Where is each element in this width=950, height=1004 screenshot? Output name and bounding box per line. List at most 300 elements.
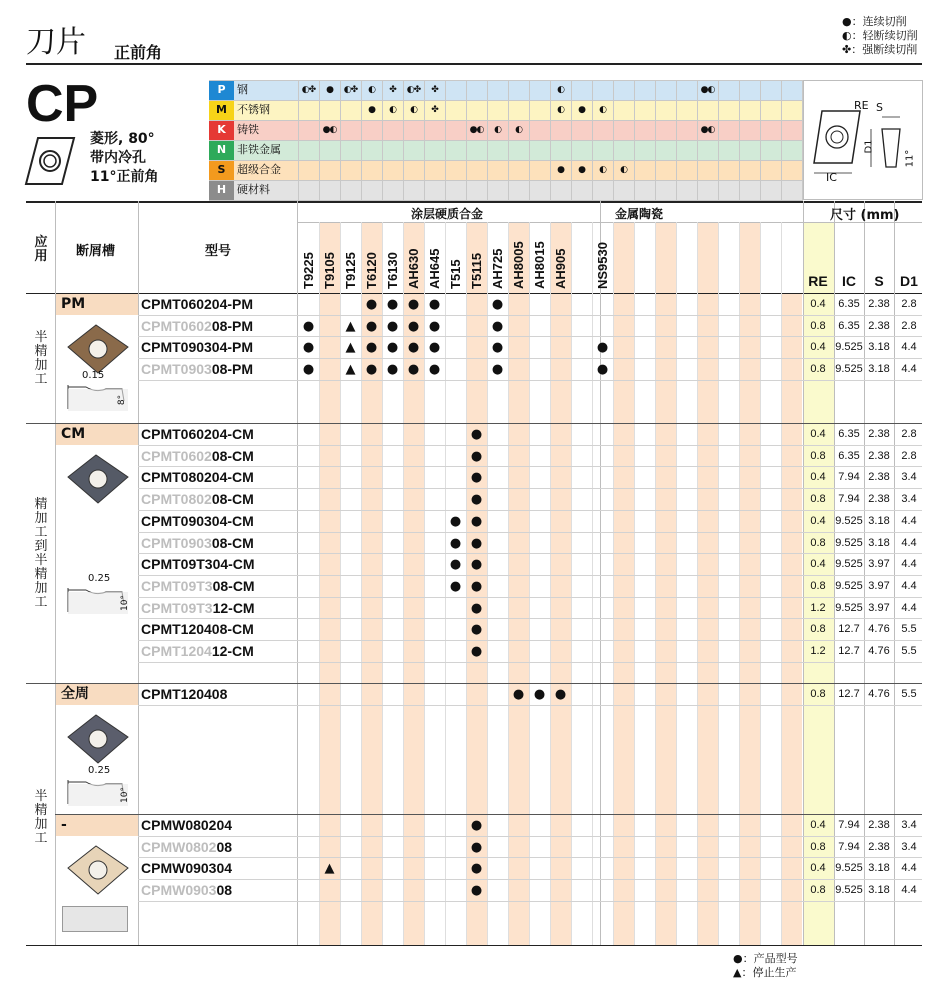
dim-d1: 3.4 [901, 840, 917, 853]
dim-d1: 4.4 [901, 862, 917, 875]
model-suffix: CPMT090304-PM [141, 339, 254, 356]
availability-mark: ● [470, 427, 483, 442]
dim-s: 4.76 [868, 688, 890, 700]
grid-line [209, 120, 803, 121]
model-suffix: 08-CM [211, 491, 254, 508]
dim-s: 2.38 [868, 319, 890, 332]
dim-d1: 4.4 [901, 536, 917, 549]
dimension-diagram [803, 80, 923, 200]
model-prefix: CPMT1204 [141, 643, 212, 659]
grade-header: AH905 [553, 248, 568, 289]
material-mark: ✤ [431, 105, 438, 115]
dim-d1: 2.8 [901, 449, 917, 462]
grade-header: T5115 [469, 252, 484, 289]
model-number [141, 641, 254, 662]
material-mark: ✤ [431, 85, 438, 95]
model-number [141, 294, 253, 315]
model-number [141, 316, 253, 337]
dim-s: 3.97 [868, 579, 890, 592]
grade-header: AH8005 [511, 241, 526, 289]
grade-header: T9225 [301, 252, 316, 289]
dim-ic: 9.525 [835, 862, 863, 875]
material-mark: ◐ [515, 125, 522, 135]
material-name: 铸铁 [237, 123, 259, 136]
dim-re: 0.4 [810, 341, 826, 354]
material-code: S [209, 160, 234, 180]
page-title: 刀片 [26, 25, 86, 60]
insert-code: CP [26, 75, 99, 133]
availability-mark: ▲ [345, 362, 356, 378]
application-label: 精加工到半精加工 [34, 497, 48, 610]
material-name: 非铁金属 [237, 143, 281, 156]
availability-mark: ● [470, 470, 483, 486]
material-mark: ● [578, 105, 585, 115]
grid-line [209, 180, 803, 181]
row-rule [138, 901, 922, 902]
top-legend [842, 15, 918, 57]
material-mark: ◐ [599, 165, 606, 175]
insert-desc-shape: 菱形, 80° [90, 131, 155, 147]
model-number [141, 858, 232, 879]
availability-mark: ● [365, 318, 378, 334]
availability-mark: ● [407, 297, 420, 312]
material-code: N [209, 140, 234, 160]
edge-angle-label: 8° [117, 394, 128, 406]
material-mark: ◐ [557, 105, 564, 115]
dim-re: 0.8 [810, 688, 826, 700]
dim-s: 3.18 [868, 514, 890, 527]
dim-s: 2.38 [868, 449, 890, 462]
grade-header: AH645 [427, 248, 442, 289]
model-suffix: 08-CM [212, 577, 255, 594]
material-mark: ●◐ [700, 125, 715, 135]
dim-label-s: S [876, 101, 883, 114]
availability-mark: ● [491, 297, 504, 312]
model-prefix: CPMT0602 [141, 317, 212, 334]
dim-s: 3.18 [868, 536, 890, 549]
model-number [141, 598, 255, 619]
header-application: 应用 [34, 235, 48, 264]
grid-line [209, 80, 803, 81]
dim-d1: 5.5 [901, 688, 917, 700]
dim-s: 2.38 [868, 428, 890, 440]
column-separator [138, 201, 139, 945]
model-number [141, 684, 227, 705]
column-separator [297, 201, 298, 945]
dim-ic: 9.525 [835, 579, 863, 592]
dim-s: 4.76 [868, 623, 890, 636]
header-coated: 涂层硬质合金 [411, 207, 484, 221]
chipbreaker-label: CM [56, 424, 138, 445]
dim-ic: 7.94 [838, 471, 860, 484]
model-suffix: 12-CM [211, 643, 254, 659]
chipbreaker-label: 全周 [56, 684, 138, 705]
model-suffix: 08-PM [211, 361, 254, 378]
row-rule [138, 380, 922, 381]
dim-s: 2.38 [868, 471, 890, 484]
dim-re: 0.4 [810, 298, 826, 310]
dim-re: 0.8 [810, 449, 826, 462]
sub-header-rule [298, 222, 922, 223]
model-suffix: CPMT060204-CM [141, 426, 254, 442]
availability-mark: ● [491, 318, 504, 334]
availability-mark: ● [470, 600, 483, 616]
dim-re: 0.4 [810, 471, 826, 484]
dim-s: 2.38 [868, 819, 890, 831]
availability-mark: ● [596, 362, 609, 378]
model-suffix: CPMW090304 [141, 860, 233, 877]
availability-mark: ● [449, 513, 462, 529]
edge-angle-label: 10° [119, 787, 130, 803]
dim-d1: 5.5 [901, 645, 917, 657]
model-prefix: CPMW0903 [141, 882, 217, 899]
material-name: 超级合金 [237, 163, 281, 176]
material-code: K [209, 120, 234, 140]
edge-angle-label: 10° [119, 595, 130, 611]
dim-s: 3.18 [868, 884, 890, 897]
model-suffix: 12-CM [212, 599, 255, 616]
table-top-rule [26, 201, 922, 203]
model-suffix: CPMW080204 [141, 817, 233, 833]
column-separator [600, 201, 601, 945]
model-number [141, 424, 254, 445]
model-suffix: 08 [216, 882, 233, 899]
availability-mark: ● [428, 340, 441, 356]
page-subtitle: 正前角 [114, 43, 163, 62]
legend-heavy-interrupted: ✤：强断续切削 [842, 43, 918, 56]
material-mark: ●◐ [322, 125, 337, 135]
grid-line [209, 100, 803, 101]
legend-continuous: ●：连续切削 [842, 15, 907, 28]
material-mark: ◐✤ [343, 85, 358, 95]
model-suffix: 08 [216, 838, 233, 855]
availability-mark: ● [449, 557, 462, 573]
dim-s: 3.18 [868, 862, 890, 875]
material-code: H [209, 180, 234, 200]
dim-re: 0.8 [810, 319, 826, 332]
column-band [739, 222, 760, 293]
grade-header: T515 [448, 259, 463, 289]
availability-mark: ● [449, 578, 462, 594]
dim-re: 0.8 [810, 623, 826, 636]
availability-mark: ▲ [345, 318, 356, 334]
model-number [141, 467, 254, 488]
availability-mark: ● [365, 297, 378, 312]
dim-ic: 6.35 [838, 428, 860, 440]
dim-ic: 9.525 [835, 514, 863, 527]
availability-mark: ● [470, 839, 483, 855]
availability-mark: ● [386, 297, 399, 312]
material-mark: ◐ [599, 105, 606, 115]
availability-mark: ● [554, 687, 567, 702]
application-label: 半精加工 [34, 789, 48, 846]
dim-ic: 7.94 [838, 819, 860, 831]
dim-d1: 4.4 [901, 579, 917, 592]
edge-depth-label: 0.25 [88, 765, 111, 776]
material-mark: ●◐ [469, 125, 484, 135]
header-rule [26, 63, 922, 65]
material-mark: ◐ [557, 85, 564, 95]
dim-re: 0.8 [810, 884, 826, 897]
footer-legend [733, 952, 798, 980]
availability-mark: ▲ [324, 861, 335, 877]
dim-header-d1: D1 [900, 273, 918, 289]
material-mark: ● [557, 165, 564, 175]
dim-ic: 12.7 [838, 688, 860, 700]
grade-header: T6130 [385, 252, 400, 289]
availability-mark: ● [470, 557, 483, 573]
availability-mark: ● [512, 687, 525, 702]
grade-header: AH8015 [532, 241, 547, 289]
dim-ic: 9.525 [835, 558, 863, 571]
dim-s: 2.38 [868, 493, 890, 506]
column-band [697, 222, 718, 293]
model-suffix: 08-CM [211, 447, 254, 464]
dim-d1: 4.4 [901, 884, 917, 897]
material-mark: ◐✤ [301, 85, 316, 95]
grade-header: T6120 [364, 252, 379, 289]
dim-ic: 7.94 [838, 493, 860, 506]
dim-ic: 9.525 [835, 536, 863, 549]
availability-mark: ● [470, 535, 483, 551]
insert-image [62, 711, 132, 771]
availability-mark: ● [365, 362, 378, 378]
model-suffix: CPMT090304-CM [141, 512, 254, 529]
dim-s: 3.18 [868, 363, 890, 376]
dim-d1: 3.4 [901, 493, 917, 506]
material-mark: ◐ [368, 85, 375, 95]
model-number [141, 880, 232, 901]
dim-label-d1: D1 [863, 139, 875, 154]
model-number [141, 554, 255, 575]
column-band [655, 222, 676, 293]
edge-depth-label: 0.15 [82, 370, 105, 381]
material-mark: ● [368, 105, 375, 115]
availability-mark: ● [470, 644, 483, 659]
dim-re: 0.8 [810, 579, 826, 592]
dim-re: 0.4 [810, 514, 826, 527]
dim-re: 1.2 [810, 601, 826, 614]
model-number [141, 533, 254, 554]
model-prefix: CPMT0802 [141, 491, 212, 508]
header-model: 型号 [205, 244, 232, 259]
dim-header-re: RE [808, 273, 828, 289]
dim-s: 3.18 [868, 341, 890, 354]
availability-mark: ● [407, 340, 420, 356]
dim-ic: 9.525 [835, 601, 863, 614]
material-code: M [209, 100, 234, 120]
dim-d1: 3.4 [901, 819, 917, 831]
availability-mark: ● [596, 340, 609, 356]
dim-d1: 2.8 [901, 319, 917, 332]
dim-s: 3.97 [868, 558, 890, 571]
insert-image [62, 842, 132, 902]
dim-d1: 4.4 [901, 558, 917, 571]
chipbreaker-label: PM [56, 294, 138, 315]
column-band [613, 222, 634, 293]
availability-mark: ● [386, 362, 399, 378]
availability-mark: ● [533, 687, 546, 702]
dim-ic: 12.7 [838, 645, 860, 657]
material-mark: ● [326, 85, 333, 95]
dim-label-angle: 11° [904, 149, 916, 168]
dim-re: 0.4 [810, 428, 826, 440]
dim-re: 0.8 [810, 536, 826, 549]
model-number [141, 359, 253, 380]
availability-mark: ● [407, 362, 420, 378]
dim-ic: 6.35 [838, 319, 860, 332]
dim-header-s: S [874, 273, 884, 289]
model-prefix: CPMT09T3 [141, 577, 213, 594]
availability-mark: ● [470, 883, 483, 899]
dim-d1: 5.5 [901, 623, 917, 636]
grade-header: T9125 [343, 252, 358, 289]
edge-depth-label: 0.25 [88, 573, 111, 584]
model-suffix: CPMT060204-PM [141, 296, 254, 312]
grid-line [209, 140, 803, 141]
material-mark: ✤ [389, 85, 396, 95]
chipbreaker-label: - [56, 815, 138, 836]
material-code: P [209, 80, 234, 100]
model-suffix: CPMT120408-CM [141, 621, 254, 638]
dim-d1: 4.4 [901, 601, 917, 614]
dim-header-ic: IC [842, 273, 856, 289]
grade-header: AH630 [406, 248, 421, 289]
dim-re: 0.8 [810, 840, 826, 853]
material-mark: ● [578, 165, 585, 175]
dim-re: 0.8 [810, 493, 826, 506]
availability-mark: ● [470, 492, 483, 508]
availability-mark: ● [302, 362, 315, 378]
legend-product: ●：产品型号 [733, 952, 798, 965]
dim-s: 4.76 [868, 645, 890, 657]
availability-mark: ● [428, 318, 441, 334]
model-number [141, 576, 255, 597]
availability-mark: ● [302, 340, 315, 356]
model-suffix: CPMT120408 [141, 686, 228, 702]
grade-header: AH725 [490, 248, 505, 289]
dim-ic: 6.35 [838, 449, 860, 462]
model-number [141, 489, 254, 510]
availability-mark: ● [470, 578, 483, 594]
model-number [141, 619, 254, 640]
model-number [141, 815, 232, 836]
availability-mark: ● [491, 340, 504, 356]
availability-mark: ● [470, 513, 483, 529]
model-suffix: 08-CM [211, 534, 254, 551]
grade-header: T9105 [322, 252, 337, 289]
insert-desc-angle: 11°正前角 [90, 169, 159, 185]
model-number [141, 511, 254, 532]
dim-re: 0.8 [810, 363, 826, 376]
model-prefix: CPMT0903 [141, 361, 212, 378]
material-name: 钢 [237, 83, 248, 96]
legend-discontinued: ▲：停止生产 [733, 966, 797, 979]
availability-mark: ● [428, 362, 441, 378]
grid-line [209, 160, 803, 161]
edge-profile [62, 906, 128, 932]
availability-mark: ● [386, 318, 399, 334]
header-ceramic: 金属陶瓷 [615, 207, 664, 221]
application-label: 半精加工 [34, 330, 48, 387]
header-chipbreaker: 断屑槽 [76, 244, 116, 259]
dim-label-ic: IC [826, 171, 837, 184]
legend-light-interrupted: ◐：轻断续切削 [842, 29, 918, 42]
dim-ic: 6.35 [838, 298, 860, 310]
dim-d1: 4.4 [901, 341, 917, 354]
availability-mark: ● [470, 448, 483, 464]
row-rule [138, 662, 922, 663]
model-number [141, 446, 254, 467]
dim-ic: 9.525 [835, 363, 863, 376]
dim-d1: 4.4 [901, 363, 917, 376]
model-number [141, 837, 232, 858]
material-mark: ●◐ [700, 85, 715, 95]
material-mark: ◐ [494, 125, 501, 135]
model-prefix: CPMW0802 [141, 838, 217, 855]
availability-mark: ● [470, 861, 483, 877]
dim-ic: 9.525 [835, 341, 863, 354]
availability-mark: ▲ [345, 340, 356, 356]
insert-description [90, 130, 158, 187]
material-mark: ◐ [410, 105, 417, 115]
dim-d1: 2.8 [901, 428, 917, 440]
header-size: 尺寸 (mm) [830, 208, 900, 223]
dim-d1: 3.4 [901, 471, 917, 484]
dim-ic: 7.94 [838, 840, 860, 853]
model-number [141, 337, 253, 358]
model-suffix: CPMT09T304-CM [141, 556, 255, 573]
dim-s: 3.97 [868, 601, 890, 614]
availability-mark: ● [302, 318, 315, 334]
material-name: 硬材料 [237, 183, 270, 196]
dim-re: 1.2 [810, 645, 826, 657]
dim-s: 2.38 [868, 298, 890, 310]
availability-mark: ● [491, 362, 504, 378]
availability-mark: ● [470, 818, 483, 833]
availability-mark: ● [428, 297, 441, 312]
material-mark: ◐✤ [406, 85, 421, 95]
row-rule [138, 705, 922, 706]
material-name: 不锈钢 [237, 103, 270, 116]
dim-d1: 4.4 [901, 514, 917, 527]
grade-header: NS9530 [595, 242, 610, 289]
availability-mark: ● [407, 318, 420, 334]
dim-re: 0.4 [810, 558, 826, 571]
table-bottom-rule [26, 945, 922, 946]
dim-d1: 2.8 [901, 298, 917, 310]
model-prefix: CPMT0602 [141, 447, 212, 464]
insert-shape-icon [24, 135, 76, 187]
dim-re: 0.4 [810, 862, 826, 875]
dim-re: 0.4 [810, 819, 826, 831]
insert-image [62, 451, 132, 511]
availability-mark: ● [386, 340, 399, 356]
availability-mark: ● [449, 535, 462, 551]
dim-label-re: RE [854, 99, 869, 112]
dim-s: 2.38 [868, 840, 890, 853]
insert-desc-coolant: 带内冷孔 [90, 150, 146, 166]
model-prefix: CPMT09T3 [141, 599, 213, 616]
availability-mark: ● [365, 340, 378, 356]
material-mark: ◐ [389, 105, 396, 115]
material-mark: ◐ [620, 165, 627, 175]
model-suffix: 08-PM [211, 317, 254, 334]
dim-ic: 9.525 [835, 884, 863, 897]
model-prefix: CPMT0903 [141, 534, 212, 551]
availability-mark: ● [470, 622, 483, 638]
dim-ic: 12.7 [838, 623, 860, 636]
